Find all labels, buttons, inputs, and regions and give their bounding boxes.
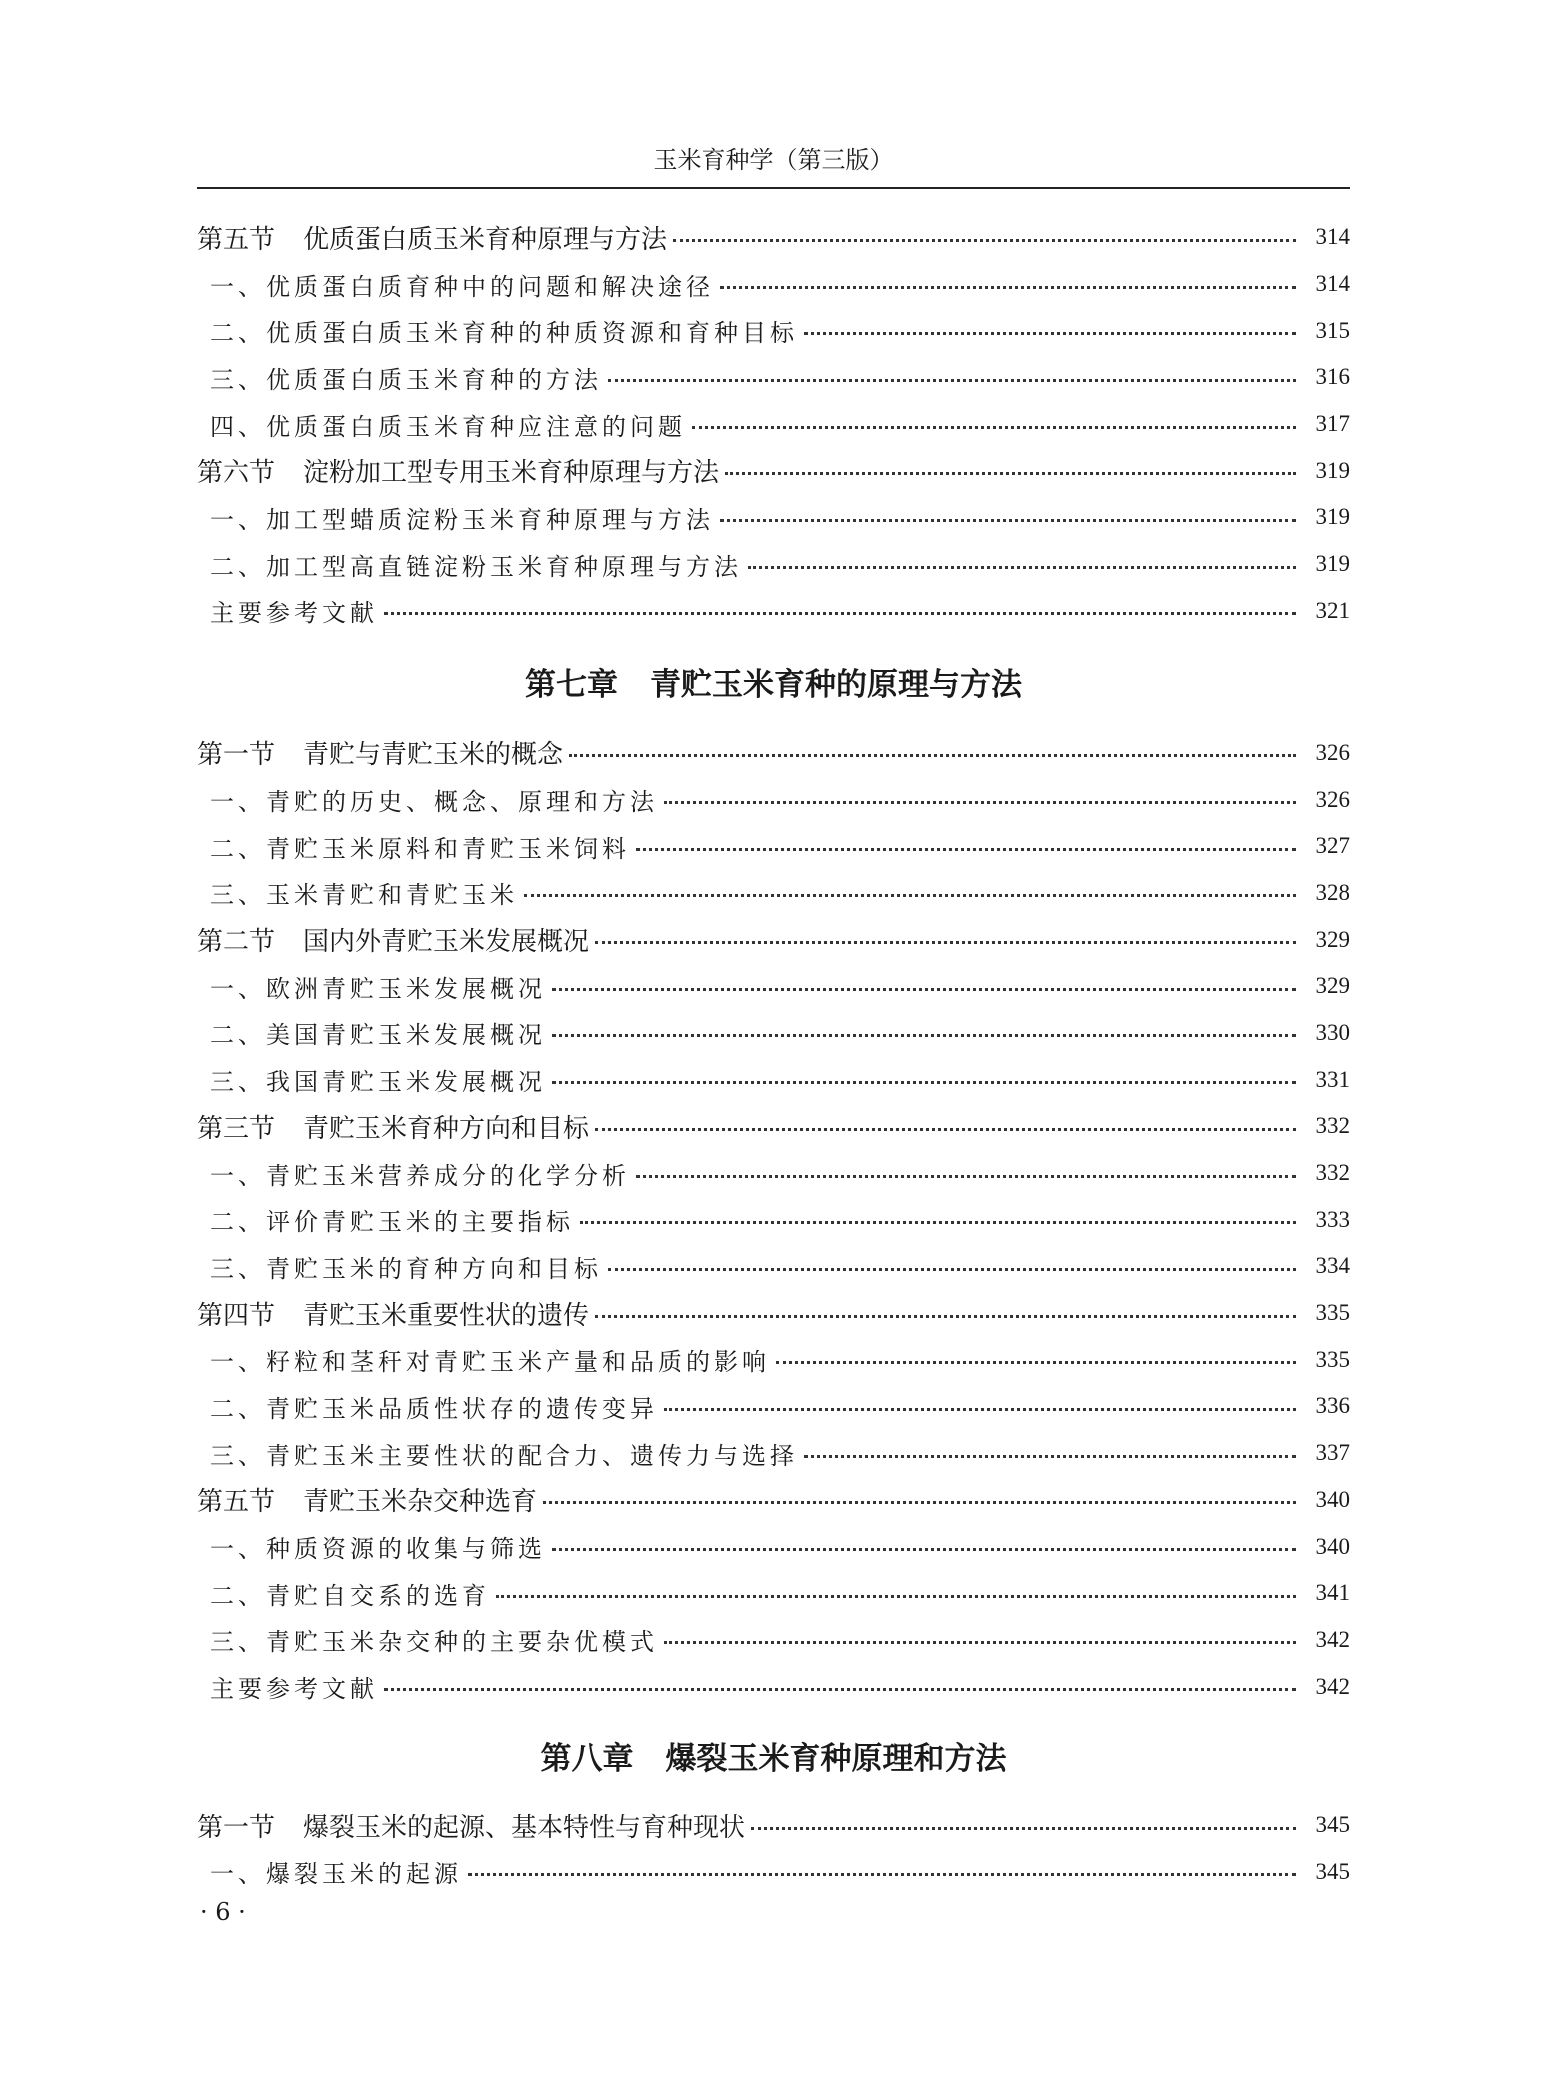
dot-leader xyxy=(569,754,1296,757)
entry-text: 青贮玉米重要性状的遗传 xyxy=(303,1300,590,1331)
dot-leader xyxy=(720,286,1296,289)
toc-section-entry[interactable] xyxy=(197,729,1350,776)
entry-page-number: 329 xyxy=(1315,926,1350,952)
entry-title xyxy=(210,407,686,442)
section-number: 第五节 xyxy=(197,224,276,255)
entry-page-number: 333 xyxy=(1315,1206,1350,1232)
toc-subentry[interactable] xyxy=(197,963,1350,1010)
toc-section-entry[interactable] xyxy=(197,1290,1350,1337)
entry-page-number: 315 xyxy=(1315,317,1350,343)
dot-leader xyxy=(595,1128,1296,1131)
page-number: · 6 · xyxy=(200,1898,246,1926)
entry-page-number: 319 xyxy=(1315,504,1350,530)
dot-leader xyxy=(664,1641,1296,1644)
toc-subentry[interactable] xyxy=(197,1383,1350,1430)
dot-leader xyxy=(384,1688,1296,1691)
dot-leader xyxy=(804,1455,1296,1458)
entry-page-number: 321 xyxy=(1315,597,1350,623)
toc-section-entry[interactable] xyxy=(197,214,1350,261)
dot-leader xyxy=(608,1268,1296,1271)
toc-subentry[interactable] xyxy=(197,1243,1350,1290)
entry-page-number: 332 xyxy=(1315,1113,1350,1139)
toc-subentry[interactable] xyxy=(197,307,1350,354)
toc-subentry[interactable] xyxy=(197,261,1350,308)
entry-page-number: 334 xyxy=(1315,1253,1350,1279)
dot-leader xyxy=(468,1873,1296,1876)
entry-text: 二、青贮自交系的选育 xyxy=(210,1581,490,1610)
entry-title xyxy=(197,1108,589,1145)
entry-text: 主要参考文献 xyxy=(210,599,378,628)
entry-text: 三、优质蛋白质玉米育种的方法 xyxy=(210,365,602,394)
entry-page-number: 314 xyxy=(1315,271,1350,297)
entry-title xyxy=(210,1576,490,1611)
toc-section-entry[interactable] xyxy=(197,916,1350,963)
toc-subentry[interactable] xyxy=(197,1056,1350,1103)
table-of-contents xyxy=(197,214,1350,1895)
entry-text: 四、优质蛋白质玉米育种应注意的问题 xyxy=(210,412,686,441)
entry-text: 国内外青贮玉米发展概况 xyxy=(303,927,590,958)
entry-text: 爆裂玉米的起源、基本特性与育种现状 xyxy=(303,1812,746,1843)
dot-leader xyxy=(748,566,1296,569)
dot-leader xyxy=(804,332,1296,335)
entry-text: 二、评价青贮玉米的主要指标 xyxy=(210,1208,574,1237)
dot-leader xyxy=(552,988,1296,991)
section-number: 第一节 xyxy=(197,1812,276,1843)
entry-title xyxy=(210,1202,574,1237)
chapter-title: 爆裂玉米育种原理和方法 xyxy=(665,1741,1007,1778)
toc-subentry[interactable] xyxy=(197,1196,1350,1243)
entry-text: 青贮玉米育种方向和目标 xyxy=(303,1113,590,1144)
entry-text: 一、优质蛋白质育种中的问题和解决途径 xyxy=(210,272,714,301)
entry-text: 三、青贮玉米主要性状的配合力、遗传力与选择 xyxy=(210,1441,798,1470)
toc-section-entry[interactable] xyxy=(197,1103,1350,1150)
entry-title xyxy=(210,1436,798,1471)
entry-title xyxy=(210,313,798,348)
dot-leader xyxy=(751,1827,1296,1830)
entry-title xyxy=(210,500,714,535)
entry-page-number: 335 xyxy=(1315,1300,1350,1326)
entry-text: 三、我国青贮玉米发展概况 xyxy=(210,1068,546,1097)
entry-page-number: 335 xyxy=(1315,1346,1350,1372)
entry-title xyxy=(197,1295,589,1332)
entry-title xyxy=(210,1062,546,1097)
dot-leader xyxy=(673,239,1296,242)
entry-text: 一、青贮玉米营养成分的化学分析 xyxy=(210,1161,630,1190)
entry-page-number: 340 xyxy=(1315,1486,1350,1512)
dot-leader xyxy=(595,1315,1296,1318)
toc-subentry[interactable] xyxy=(197,1570,1350,1617)
toc-subentry[interactable] xyxy=(197,354,1350,401)
dot-leader xyxy=(595,941,1296,944)
dot-leader xyxy=(580,1221,1296,1224)
entry-text: 三、青贮玉米的育种方向和目标 xyxy=(210,1254,602,1283)
chapter-heading xyxy=(197,634,1350,729)
entry-title xyxy=(210,1156,630,1191)
entry-page-number: 314 xyxy=(1315,224,1350,250)
section-number: 第五节 xyxy=(197,1487,276,1518)
entry-title xyxy=(197,921,589,958)
dot-leader xyxy=(664,1408,1296,1411)
entry-text: 一、加工型蜡质淀粉玉米育种原理与方法 xyxy=(210,505,714,534)
entry-title xyxy=(210,875,518,910)
entry-text: 二、加工型高直链淀粉玉米育种原理与方法 xyxy=(210,552,742,581)
toc-subentry[interactable] xyxy=(197,1150,1350,1197)
entry-page-number: 331 xyxy=(1315,1066,1350,1092)
entry-page-number: 317 xyxy=(1315,411,1350,437)
entry-page-number: 328 xyxy=(1315,879,1350,905)
dot-leader xyxy=(692,426,1296,429)
running-header: 玉米育种学（第三版） xyxy=(653,146,894,174)
toc-subentry[interactable] xyxy=(197,823,1350,870)
entry-title xyxy=(210,1669,378,1704)
entry-title xyxy=(210,1389,658,1424)
entry-page-number: 327 xyxy=(1315,833,1350,859)
entry-title xyxy=(197,452,719,489)
entry-title xyxy=(210,267,714,302)
entry-text: 主要参考文献 xyxy=(210,1675,378,1704)
header-rule xyxy=(197,187,1350,189)
chapter-number: 第七章 xyxy=(525,667,618,704)
toc-section-entry[interactable] xyxy=(197,1476,1350,1523)
toc-subentry[interactable] xyxy=(197,776,1350,823)
toc-section-entry[interactable] xyxy=(197,447,1350,494)
entry-title xyxy=(197,734,563,771)
entry-text: 一、籽粒和茎秆对青贮玉米产量和品质的影响 xyxy=(210,1348,770,1377)
dot-leader xyxy=(608,379,1296,382)
toc-subentry[interactable] xyxy=(197,1663,1350,1710)
entry-text: 二、美国青贮玉米发展概况 xyxy=(210,1021,546,1050)
entry-page-number: 341 xyxy=(1315,1580,1350,1606)
chapter-number: 第八章 xyxy=(540,1741,634,1778)
toc-subentry[interactable] xyxy=(197,494,1350,541)
entry-text: 青贮与青贮玉米的概念 xyxy=(303,740,564,771)
entry-title xyxy=(210,829,630,864)
entry-text: 二、优质蛋白质玉米育种的种质资源和育种目标 xyxy=(210,319,798,348)
toc-subentry[interactable] xyxy=(197,541,1350,588)
section-number: 第六节 xyxy=(197,458,276,489)
entry-text: 青贮玉米杂交种选育 xyxy=(303,1487,538,1518)
dot-leader xyxy=(543,1501,1296,1504)
entry-text: 三、青贮玉米杂交种的主要杂优模式 xyxy=(210,1628,658,1657)
section-number: 第一节 xyxy=(197,740,276,771)
dot-leader xyxy=(664,801,1296,804)
entry-title xyxy=(210,1015,546,1050)
dot-leader xyxy=(496,1595,1296,1598)
section-number: 第四节 xyxy=(197,1300,276,1331)
entry-page-number: 326 xyxy=(1315,786,1350,812)
chapter-title: 青贮玉米育种的原理与方法 xyxy=(650,667,1022,704)
entry-page-number: 330 xyxy=(1315,1019,1350,1045)
dot-leader xyxy=(776,1361,1296,1364)
dot-leader xyxy=(384,612,1296,615)
entry-page-number: 319 xyxy=(1315,457,1350,483)
section-number: 第二节 xyxy=(197,927,276,958)
dot-leader xyxy=(725,472,1296,475)
entry-title xyxy=(210,969,546,1004)
entry-page-number: 332 xyxy=(1315,1160,1350,1186)
entry-title xyxy=(197,219,667,256)
entry-title xyxy=(210,593,378,628)
toc-subentry[interactable] xyxy=(197,588,1350,635)
entry-title xyxy=(210,1249,602,1284)
section-number: 第三节 xyxy=(197,1113,276,1144)
entry-title xyxy=(210,547,742,582)
entry-text: 二、青贮玉米原料和青贮玉米饲料 xyxy=(210,834,630,863)
entry-page-number: 342 xyxy=(1315,1673,1350,1699)
entry-title xyxy=(210,1622,658,1657)
entry-text: 一、种质资源的收集与筛选 xyxy=(210,1535,546,1564)
entry-title xyxy=(197,1481,537,1518)
entry-text: 三、玉米青贮和青贮玉米 xyxy=(210,881,518,910)
dot-leader xyxy=(552,1081,1296,1084)
dot-leader xyxy=(636,1175,1296,1178)
toc-section-entry[interactable] xyxy=(197,1802,1350,1849)
entry-page-number: 342 xyxy=(1315,1626,1350,1652)
entry-text: 一、青贮的历史、概念、原理和方法 xyxy=(210,788,658,817)
entry-text: 淀粉加工型专用玉米育种原理与方法 xyxy=(303,458,720,489)
entry-title xyxy=(210,782,658,817)
entry-title xyxy=(197,1807,745,1844)
entry-title xyxy=(210,1342,770,1377)
entry-text: 二、青贮玉米品质性状存的遗传变异 xyxy=(210,1394,658,1423)
toc-subentry[interactable] xyxy=(197,1849,1350,1896)
entry-text: 一、欧洲青贮玉米发展概况 xyxy=(210,974,546,1003)
entry-page-number: 345 xyxy=(1315,1858,1350,1884)
dot-leader xyxy=(552,1034,1296,1037)
toc-subentry[interactable] xyxy=(197,1617,1350,1664)
dot-leader xyxy=(524,894,1296,897)
chapter-heading xyxy=(197,1710,1350,1802)
toc-subentry[interactable] xyxy=(197,401,1350,448)
entry-page-number: 337 xyxy=(1315,1440,1350,1466)
entry-page-number: 329 xyxy=(1315,973,1350,999)
entry-text: 优质蛋白质玉米育种原理与方法 xyxy=(303,224,668,255)
entry-text: 一、爆裂玉米的起源 xyxy=(210,1860,462,1889)
dot-leader xyxy=(636,848,1296,851)
toc-subentry[interactable] xyxy=(197,1010,1350,1057)
entry-page-number: 336 xyxy=(1315,1393,1350,1419)
entry-page-number: 345 xyxy=(1315,1812,1350,1838)
toc-subentry[interactable] xyxy=(197,870,1350,917)
entry-page-number: 319 xyxy=(1315,551,1350,577)
toc-subentry[interactable] xyxy=(197,1523,1350,1570)
dot-leader xyxy=(552,1548,1296,1551)
entry-page-number: 340 xyxy=(1315,1533,1350,1559)
dot-leader xyxy=(720,519,1296,522)
entry-title xyxy=(210,360,602,395)
entry-title xyxy=(210,1529,546,1564)
toc-subentry[interactable] xyxy=(197,1336,1350,1383)
entry-page-number: 316 xyxy=(1315,364,1350,390)
entry-title xyxy=(210,1854,462,1889)
toc-subentry[interactable] xyxy=(197,1430,1350,1477)
entry-page-number: 326 xyxy=(1315,739,1350,765)
